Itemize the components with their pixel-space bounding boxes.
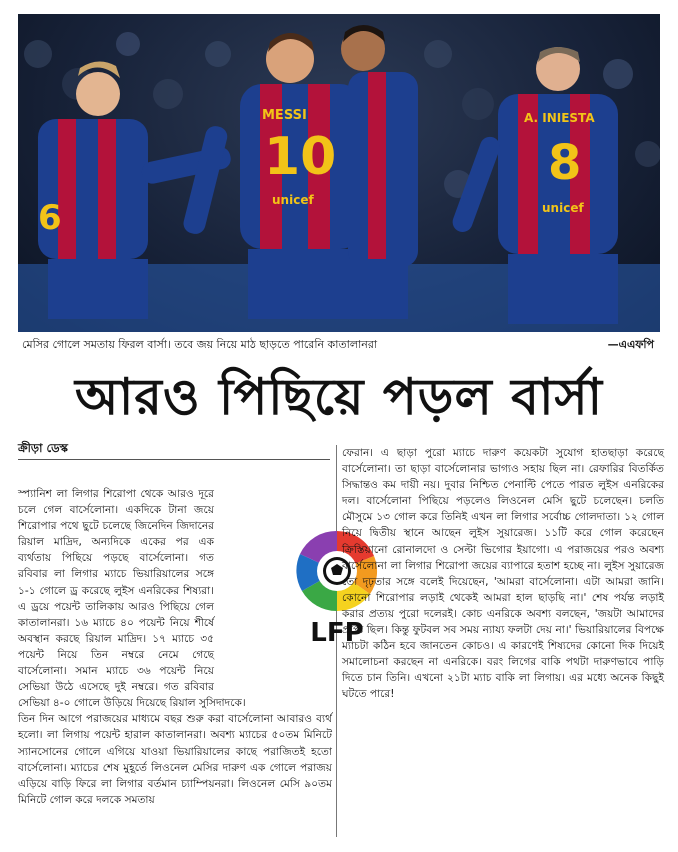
article-paragraph: স্প্যানিশ লা লিগার শিরোপা থেকে আরও দূরে চলে গেল বার্সেলোনা। একদিকে টানা জয়ে শিরোপার পথে ছুটে চলেছে জিনেদিন জিদানের রিয়াল মাদ্রিদ, অন্যদিকে একের পর এক ব্যর্থতায় পিছিয়ে পড়ছে বার্সেলোনা। গত রবিবার লা লিগার ম্যাচে ভিয়ারিয়ালের সঙ্গে ১-১ গোলে ড্র করেছে লুইস এনরিকের শিষ্যরা। এ ড্রয়ে পয়েন্ট তালিকায় আরও পিছিয়ে গেল কাতালানরা। ১৬ ম্যাচে ৪০ পয়েন্ট নিয়ে শীর্ষে অবস্থান করছে রিয়াল মাদ্রিদ। ১৭ ম্যাচে ৩৫ পয়েন্ট নিয়ে তিন নম্বরে নেমে গেছে বার্সেলোনা। সমান ম্যাচে ৩৬ পয়েন্ট নিয়ে সেভিয়া উঠে এসেছে দুই নম্বরে। গত রবিবার সেভিয়া ৪-০ গোলে উড়িয়ে দিয়েছে রিয়াল সুসিদাদকে। — [18, 488, 246, 710]
lfp-logo-text: LFP — [310, 618, 364, 648]
player-neymar — [341, 25, 418, 319]
sponsor-iniesta: unicef — [542, 201, 584, 215]
player-messi-number: 10 — [264, 127, 337, 187]
player-iniesta-number: 8 — [548, 135, 582, 191]
sponsor-messi: unicef — [272, 193, 314, 207]
caption-text: মেসির গোলে সমতায় ফিরল বার্সা। তবে জয় নিয়ে মাঠ ছাড়তে পারেনি কাতালানরা — [22, 338, 378, 351]
players-illustration — [18, 14, 660, 332]
article-column-left — [18, 486, 332, 808]
player-iniesta-name: A. INIESTA — [524, 111, 595, 125]
photo-caption — [18, 335, 660, 355]
match-photo — [18, 14, 660, 332]
player-left-number: 6 — [38, 198, 62, 238]
headline: আরও পিছিয়ে পড়ল বার্সা — [75, 367, 603, 426]
player-messi-name: MESSI — [262, 108, 307, 123]
byline: ক্রীড়া ডেস্ক — [18, 441, 68, 455]
article-paragraph: ফেরান। এ ছাড়া পুরো ম্যাচে দারুণ কয়েকটা সুযোগ হাতছাড়া করেছে বার্সেলোনা। তা ছাড়া বার্সেলোনার ভাগ্যও সহায় ছিল না। রেফারির বিতর্কিত সিদ্ধান্তও কম দায়ী নয়। দুবার নিশ্চিত পেনাল্টি পেতে পারত লুইস এনরিকের দল। বার্সেলোনা পিছিয়ে পড়লেও লিওনেল মেসি ছুটে চলেছেন। চলতি মৌসুমে ১৩ গোল করে তিনিই এখন লা লিগার সর্বোচ্চ গোলদাতা। ১২ গোল নিয়ে দ্বিতীয় স্থানে আছেন লুইস সুয়ারেজ। ১১টি করে গোল করেছেন ক্রিস্তিয়ানো রোনালদো ও সেল্টা ভিগোর ইয়াগো। এ পরাজয়ের পরও অবশ্য বার্সেলোনা লা লিগার শিরোপা জয়ের ব্যাপারে হতাশ হচ্ছে না। লুইস সুয়ারেজ তো দৃঢ়তার সঙ্গে বলেই দিয়েছেন, 'আমরা বার্সেলোনা। এটা আমরা জানি। কোনো শিরোপার লড়াই থেকেই আমরা হাল ছাড়ছি না।' শেষ পর্যন্ত লড়াই করার প্রত্যয় পুরো দলেরই। কোচ এনরিকে অবশ্য বলছেন, 'জয়টা আমাদের প্রাপ্য ছিল। কিন্তু ফুটবল সব সময় ন্যায্য ফলটা দেয় না।' ভিয়ারিয়ালের বিপক্ষে ম্যাচটা কঠিন হবে জানতেন কোচও। এ কারণেই শিষ্যদের কোনো দিক দিয়েই সমালোচনা করছেন না এনরিকে। বরং লিগের বাকি পথটা দারুণভাবে পাড়ি দিতে চান তিনি। এখনো ২১টা ম্যাচ বাকি লা লিগায়। এর মধ্যে অনেক কিছুই ঘটতে পারে! — [342, 447, 664, 701]
article-paragraph: তিন দিন আগে পরাজয়ের মাধ্যমে বছর শুরু করা বার্সেলোনা আবারও ব্যর্থ হলো। লা লিগায় পয়েন্ট হারাল কাতালানরা। অবশ্য ম্যাচের ৫০তম মিনিটে স্যানসোনের গোলে এগিয়ে যাওয়া ভিয়ারিয়ালের কাছে পরাজিতই হতো বার্সেলোনা। ম্যাচের শেষ মুহূর্তে লিওনেল মেসির দারুণ এক গোলে পরাজয় এড়িয়ে বাড়ি ফিরে লা লিগার বর্তমান চ্যাম্পিয়নরা। লিওনেল মেসি ৯০তম মিনিটে গোল করে দলকে সমতায় — [18, 713, 332, 806]
byline-rule — [18, 459, 330, 460]
photo-credit: —এএফপি — [607, 338, 654, 351]
article-column-right — [342, 445, 664, 703]
